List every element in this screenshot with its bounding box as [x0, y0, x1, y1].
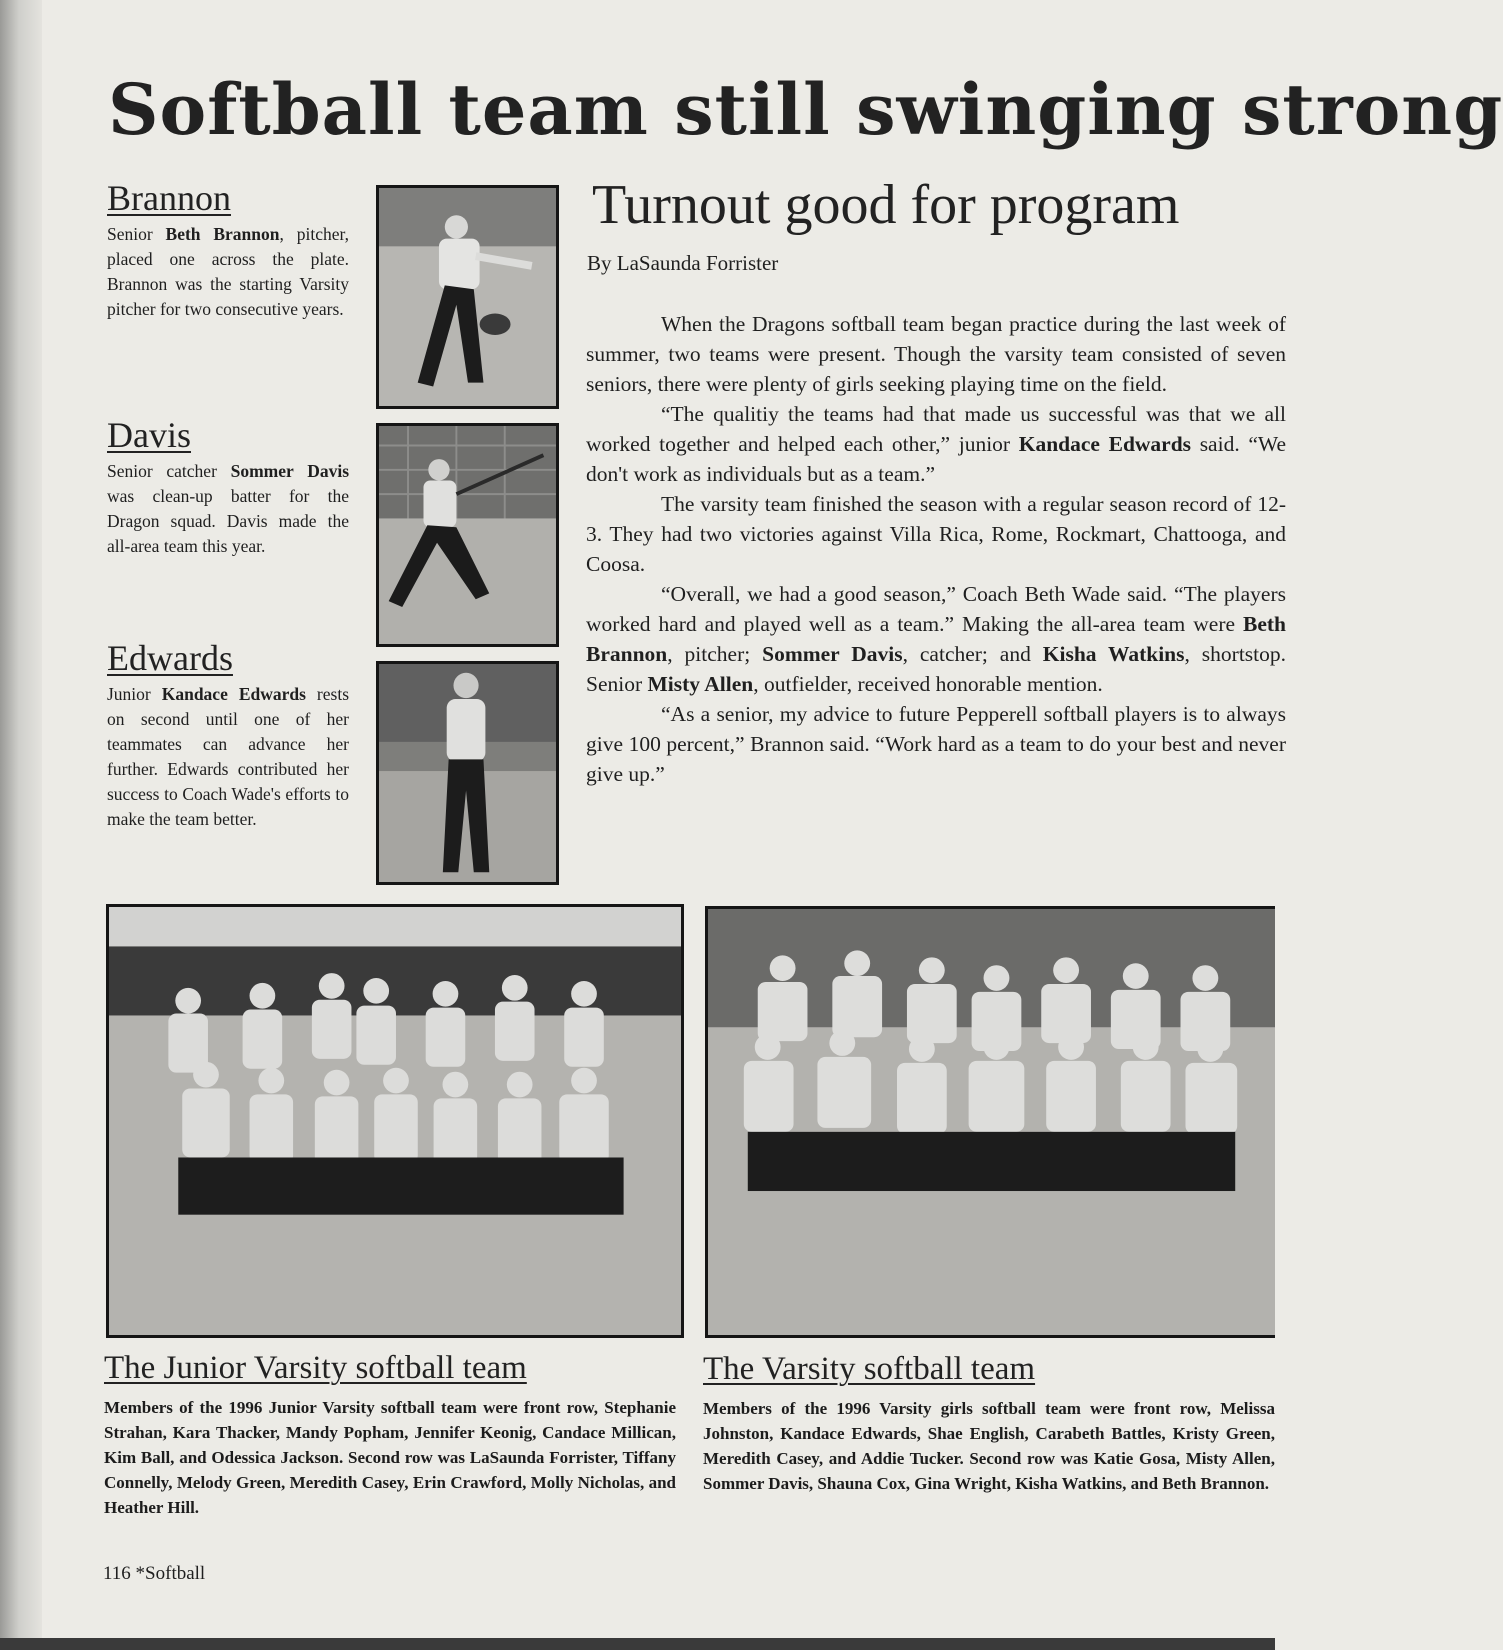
- article-bold-name: Kisha Watkins: [1042, 642, 1185, 666]
- photo-davis-batting: [376, 423, 559, 647]
- profile-bold-name: Beth Brannon: [165, 224, 280, 244]
- article-body: [586, 309, 1287, 884]
- article-paragraph: [586, 399, 1286, 489]
- page-bottom-edge: [0, 1638, 1275, 1650]
- article-paragraph: [586, 579, 1286, 699]
- article-paragraph: When the Dragons softball team began practice during the last week of summer, two teams were present. Though the varsity team consisted of seven seniors, there were plenty of girls seeking playing time on the field.: [586, 312, 1286, 396]
- profile-text-part: Senior: [107, 224, 166, 244]
- article-byline: By LaSaunda Forrister: [587, 251, 779, 275]
- profile-text: [107, 459, 349, 559]
- photo-brannon-pitching: [376, 185, 559, 409]
- article-text-part: , pitcher;: [667, 642, 763, 666]
- profile-text-part: rests on second until one of her teammates can advance her further. Edwards contributed her success to Coach Wade's efforts to make the team better.: [107, 684, 349, 829]
- page-spine-shadow: [0, 0, 42, 1650]
- article-title: Turnout good for program: [592, 174, 1180, 236]
- profile-name: Brannon: [107, 178, 231, 218]
- article-text-part: , catcher; and: [902, 642, 1043, 666]
- profile-bold-name: Sommer Davis: [230, 461, 350, 481]
- profile-text-part: , pitcher, placed one across the plate. Brannon was the starting Varsity pitcher for two consecutive years.: [107, 224, 349, 319]
- profile-name: Davis: [107, 415, 191, 455]
- profile-bold-name: Kandace Edwards: [161, 684, 306, 704]
- profile-text-part: Senior catcher: [107, 461, 231, 481]
- varsity-caption-text: Members of the 1996 Varsity girls softball team were front row, Melissa Johnston, Kandace Edwards, Shae English, Carabeth Battles, Kristy Green, Meredith Casey, and Addie Tucker. Second row was Katie Gosa, Misty Allen, Sommer Davis, Shauna Cox, Gina Wright, Kisha Watkins, and Beth Brannon.: [703, 1399, 1275, 1493]
- profile-name: Edwards: [107, 638, 233, 678]
- article-paragraph: The varsity team finished the season with a regular season record of 12-3. They had two victories against Villa Rica, Rome, Rockmart, Chattooga, and Coosa.: [586, 492, 1286, 576]
- profile-edwards: [107, 638, 349, 832]
- profile-text-part: Junior: [107, 684, 162, 704]
- varsity-caption-title: The Varsity softball team: [703, 1351, 1036, 1387]
- article-text-part: , outfielder, received honorable mention.: [753, 672, 1103, 696]
- page-headline: Softball team still swinging strong: [108, 68, 1503, 151]
- article-text-part: “The qualitiy the teams had that made us successful was that we all worked together and helped each other,” junior: [586, 402, 1286, 456]
- profile-text-part: was clean-up batter for the Dragon squad. Davis made the all-area team this year.: [107, 486, 349, 556]
- profile-text: [107, 222, 349, 322]
- article-bold-name: Misty Allen: [647, 672, 754, 696]
- profile-davis: [107, 415, 349, 559]
- article-paragraph: “As a senior, my advice to future Pepperell softball players is to always give 100 percent,” Brannon said. “Work hard as a team to do your best and never give up.”: [586, 702, 1286, 786]
- article-text-part: , shortstop. Senior: [586, 642, 1287, 696]
- photo-junior-varsity-team: [106, 904, 684, 1338]
- jv-caption-title: The Junior Varsity softball team: [104, 1350, 527, 1386]
- jv-caption-text: Members of the 1996 Junior Varsity softball team were front row, Stephanie Strahan, Kara Thacker, Mandy Popham, Jennifer Keonig, Candace Millican, Kim Ball, and Odessica Jackson. Second row was LaSaunda Forrister, Tiffany Connelly, Melody Green, Meredith Casey, Erin Crawford, Molly Nicholas, and Heather Hill.: [104, 1398, 676, 1517]
- page-folio: 116 *Softball: [103, 1563, 206, 1584]
- article-bold-name: Sommer Davis: [762, 642, 903, 666]
- article-text-part: “Overall, we had a good season,” Coach Beth Wade said. “The players worked hard and played well as a team.” Making the all-area team were: [586, 582, 1286, 636]
- profile-text: [107, 682, 349, 832]
- photo-edwards-on-base: [376, 661, 559, 885]
- article-bold-name: Beth Brannon: [586, 612, 1286, 666]
- profile-brannon: [107, 178, 349, 322]
- article-bold-name: Kandace Edwards: [1018, 432, 1192, 456]
- article-text-part: said. “We don't work as individuals but as a team.”: [586, 432, 1286, 486]
- photo-varsity-team: [705, 906, 1275, 1338]
